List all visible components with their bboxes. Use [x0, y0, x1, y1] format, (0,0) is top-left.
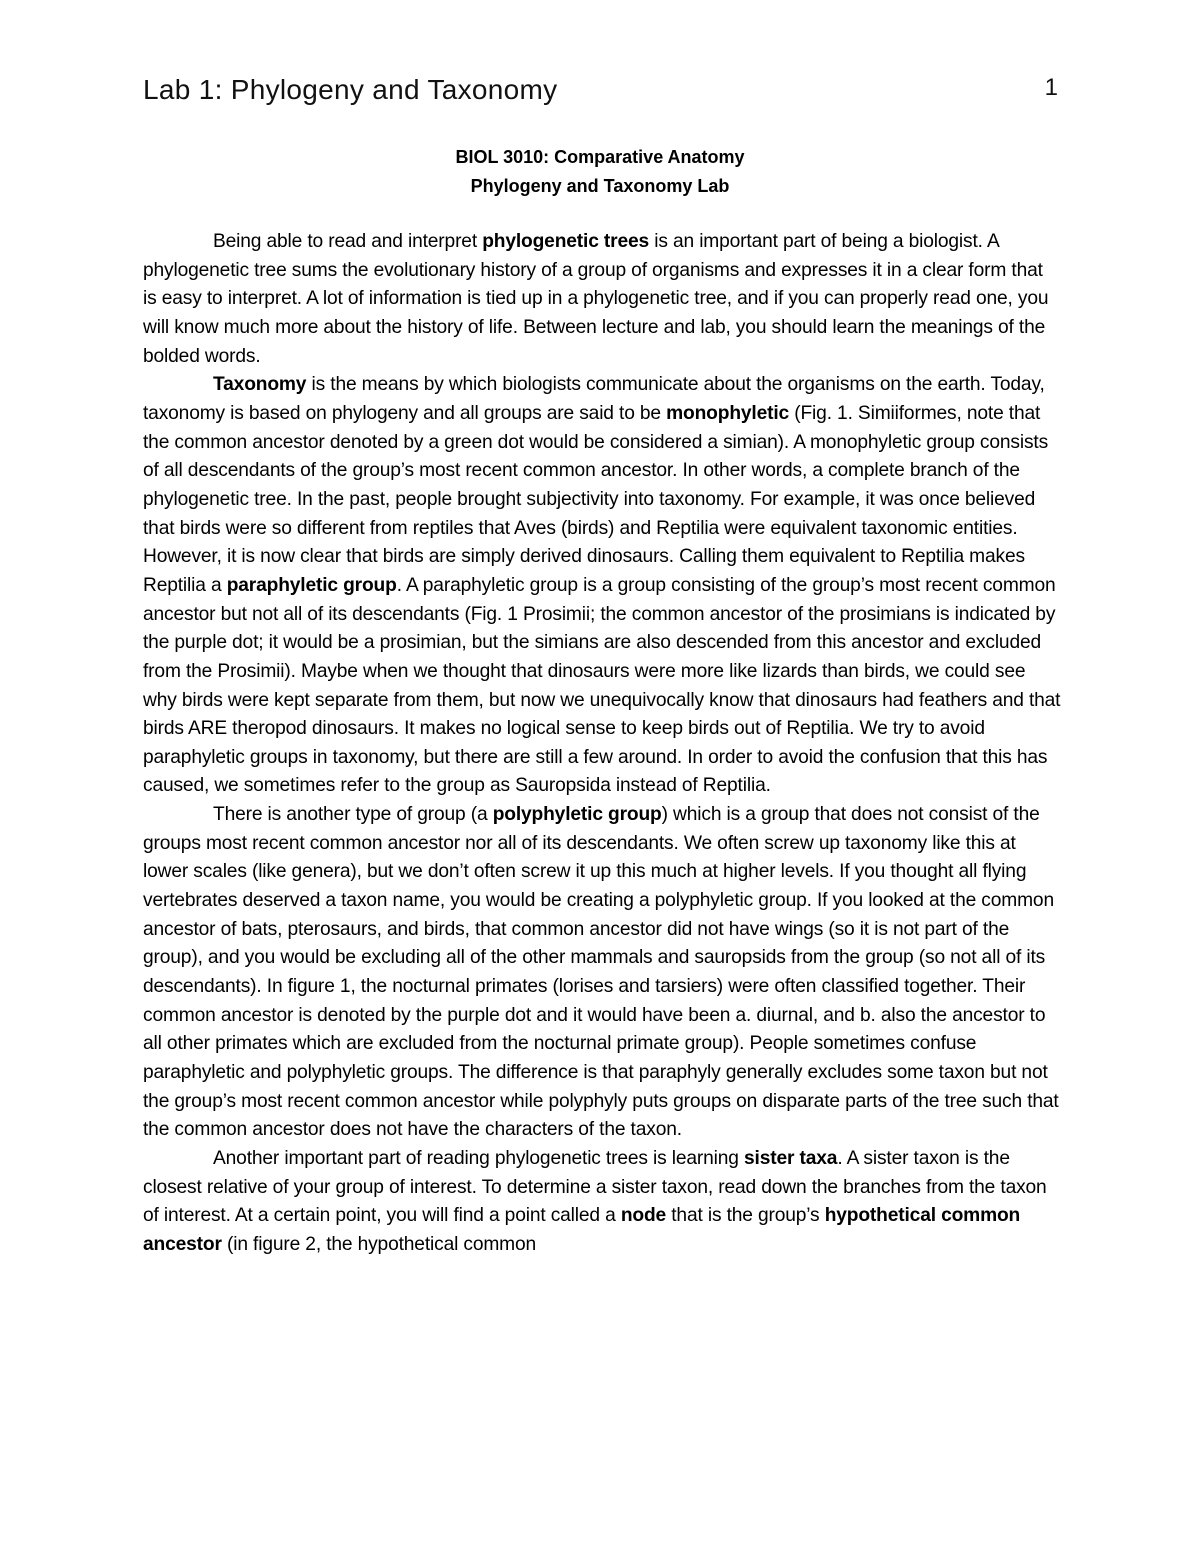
running-header-title: Lab 1: Phylogeny and Taxonomy: [143, 74, 558, 105]
text-run: is the means by which biologists communicate about the organisms on the earth. Today, taxonomy is based on phylogeny and all groups are said to be: [143, 374, 1045, 424]
bold-term: Taxonomy: [213, 374, 307, 396]
text-run: . A paraphyletic group is a group consisting of the group’s most recent common ancestor but not all of its descendants (Fig. 1 Prosimii; the common ancestor of the prosimians is indicated by the purple dot; it would be a prosimian, but the simians are also descended from this ancestor and excluded from the Prosimii). Maybe when we thought that dinosaurs were more like lizards than birds, we could see why birds were kept separate from them, but now we unequivocally know that dinosaurs had feathers and that birds ARE theropod dinosaurs. It makes no logical sense to keep birds out of Reptilia. We try to avoid paraphyletic groups in taxonomy, but there are still a few around. In order to avoid the confusion that this has caused, we sometimes refer to the group as Sauropsida instead of Reptilia.: [143, 574, 1061, 797]
body-text: [143, 228, 1061, 1260]
document-title-block: [0, 143, 1200, 200]
text-run: (in figure 2, the hypothetical common: [221, 1233, 537, 1255]
paragraph: [143, 228, 1061, 371]
text-run: ) which is a group that does not consist of the groups most recent common ancestor nor all of its descendants. We often screw up taxonomy like this at lower scales (like genera), but we don’t often screw it up this much at higher levels. If you thought all flying vertebrates deserved a taxon name, you would be creating a polyphyletic group. If you looked at the common ancestor of bats, pterosaurs, and birds, that common ancestor did not have wings (so it is not part of the group), and you would be excluding all of the other mammals and sauropsids from the group (so not all of its descendants). In figure 1, the nocturnal primates (lorises and tarsiers) were often classified together. Their common ancestor is denoted by the purple dot and it would have been a. diurnal, and b. also the ancestor to all other primates which are excluded from the nocturnal primate group). People sometimes confuse paraphyletic and polyphyletic groups. The difference is that paraphyly generally excludes some taxon but not the group’s most recent common ancestor while polyphyly puts groups on disparate parts of the tree such that the common ancestor does not have the characters of the taxon.: [143, 804, 1059, 1141]
text-run: that is the group’s: [666, 1205, 825, 1227]
text-run: is an important part of being a biologist. A phylogenetic tree sums the evolutionary history of a group of organisms and expresses it in a clear form that is easy to interpret. A lot of information is tied up in a phylogenetic tree, and if you can properly read one, you will know much more about the history of life. Between lecture and lab, you should learn the meanings of the bolded words.: [143, 231, 1049, 367]
bold-term: paraphyletic group: [226, 574, 397, 596]
text-run: (Fig. 1. Simiiformes, note that the common ancestor denoted by a green dot would be considered a simian). A monophyletic group consists of all descendants of the group’s most recent common ancestor. In other words, a complete branch of the phylogenetic tree. In the past, people brought subjectivity into taxonomy. For example, it was once believed that birds were so different from reptiles that Aves (birds) and Reptilia were equivalent taxonomic entities. However, it is now clear that birds are simply derived dinosaurs. Calling them equivalent to Reptilia makes Reptilia a: [143, 402, 1049, 596]
lab-title: Phylogeny and Taxonomy Lab: [470, 175, 730, 196]
text-run: There is another type of group (a: [213, 804, 493, 826]
text-run: Being able to read and interpret: [213, 231, 483, 252]
paragraph: [143, 801, 1061, 1145]
bold-term: hypothetical common ancestor: [143, 1205, 1021, 1255]
bold-term: node: [620, 1205, 667, 1227]
bold-term: sister taxa: [744, 1148, 838, 1169]
paragraph: [143, 1145, 1061, 1260]
bold-term: polyphyletic group: [492, 804, 662, 826]
bold-term: monophyletic: [666, 402, 790, 424]
text-run: . A sister taxon is the closest relative of your group of interest. To determine a sister taxon, read down the branches from the taxon of interest. At a certain point, you will find a point called a: [143, 1148, 1047, 1227]
page-number: 1: [1044, 74, 1058, 101]
course-title: BIOL 3010: Comparative Anatomy: [455, 147, 745, 167]
text-run: Another important part of reading phylogenetic trees is learning: [213, 1148, 745, 1169]
paragraph: [143, 371, 1061, 801]
bold-term: phylogenetic trees: [482, 231, 650, 252]
